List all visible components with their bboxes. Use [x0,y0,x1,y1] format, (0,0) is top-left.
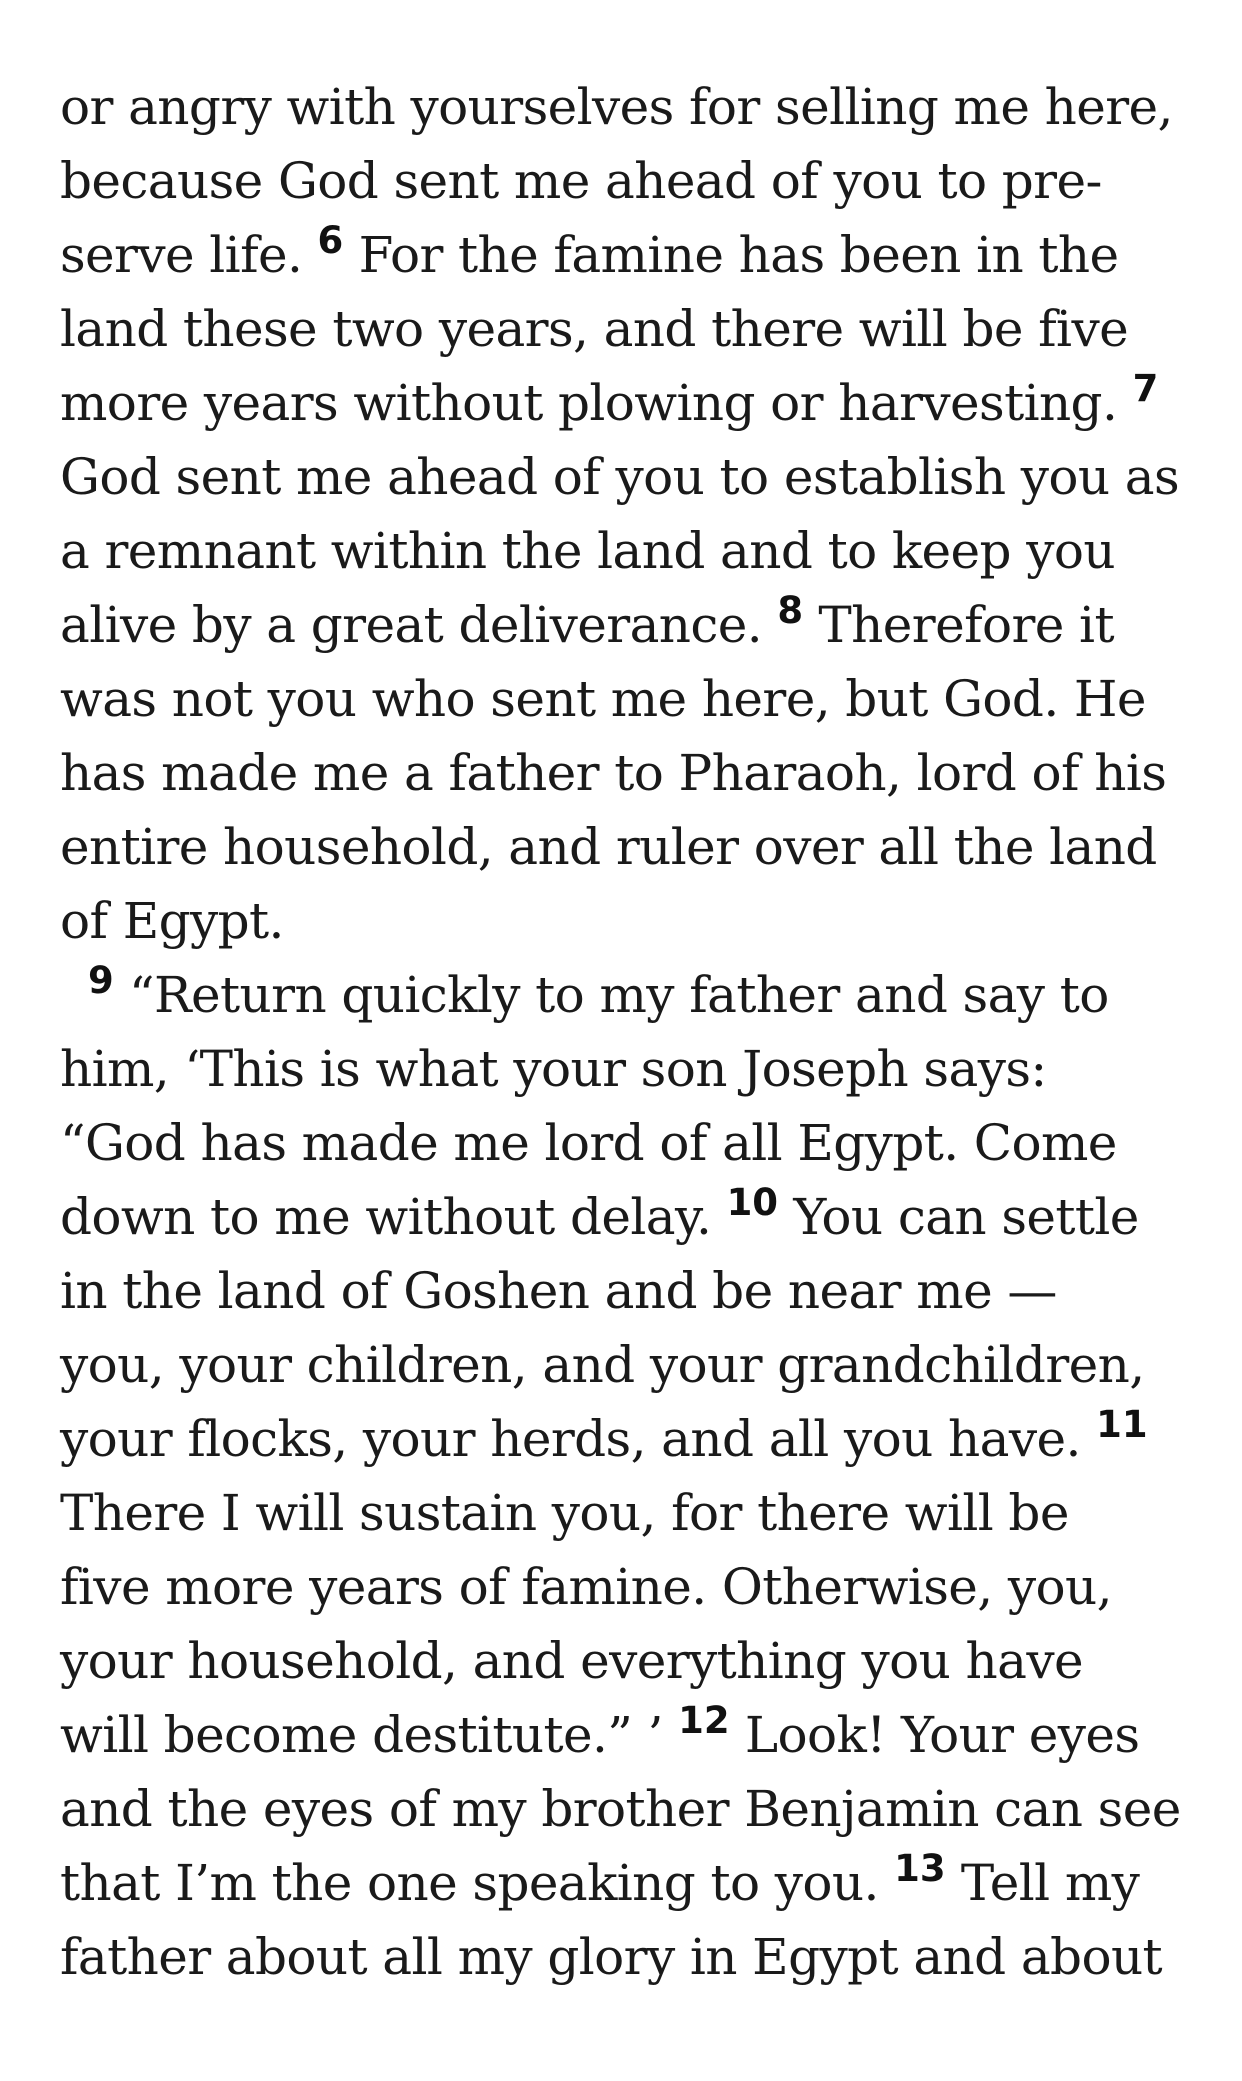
text-line: serve life. $^6$ For the famine has been in the [60,219,1119,284]
text-line: him, ‘This is what your son Joseph says: [60,1040,1047,1098]
text-line: There I will sustain you, for there will be [60,1484,1069,1542]
text-line: alive by a great deliverance. $^8$ Therefore it [60,589,1114,654]
verse-number-6: 6 [317,219,344,262]
text-line: you, your children, and your grandchildren, [60,1336,1145,1394]
scripture-passage [60,70,1195,1994]
verse-number-13: 13 [894,1847,946,1890]
text-line: your flocks, your herds, and all you have. $^{11}$ [60,1403,1148,1468]
text-line: and the eyes of my brother Benjamin can see [60,1780,1181,1838]
text-line: of Egypt. [60,892,284,950]
text-line: father about all my glory in Egypt and about [60,1928,1163,1986]
verse-number-9: 9 [88,959,114,1002]
text-line: or angry with yourselves for selling me here, [60,78,1173,136]
text-line: in the land of Goshen and be near me — [60,1262,1057,1320]
text-line: $^9$ “Return quickly to my father and say to [88,959,1109,1024]
verse-number-7: 7 [1132,367,1159,410]
verse-number-11: 11 [1096,1403,1148,1446]
text-line: a remnant within the land and to keep you [60,522,1115,580]
verse-number-10: 10 [726,1181,779,1224]
text-line: down to me without delay. $^{10}$ You can settle [60,1181,1139,1246]
verse-number-12: 12 [678,1699,730,1742]
text-line: five more years of famine. Otherwise, you, [60,1558,1112,1616]
text-line: your household, and everything you have [60,1632,1083,1690]
text-line: “God has made me lord of all Egypt. Come [60,1114,1117,1172]
text-line: God sent me ahead of you to establish you as [60,448,1180,506]
text-line: more years without plowing or harvesting. $^7$ [60,367,1159,432]
text-line: was not you who sent me here, but God. He [60,670,1146,728]
text-line: land these two years, and there will be five [60,300,1129,358]
text-line: that I’m the one speaking to you. $^{13}$ Tell my [60,1847,1140,1912]
text-line: will become destitute.” ’ $^{12}$ Look! Your eyes [60,1699,1140,1764]
text-line: because God sent me ahead of you to pre- [60,152,1102,210]
verse-number-8: 8 [777,589,804,632]
text-line: has made me a father to Pharaoh, lord of his [60,744,1167,802]
text-line: entire household, and ruler over all the land [60,818,1157,876]
